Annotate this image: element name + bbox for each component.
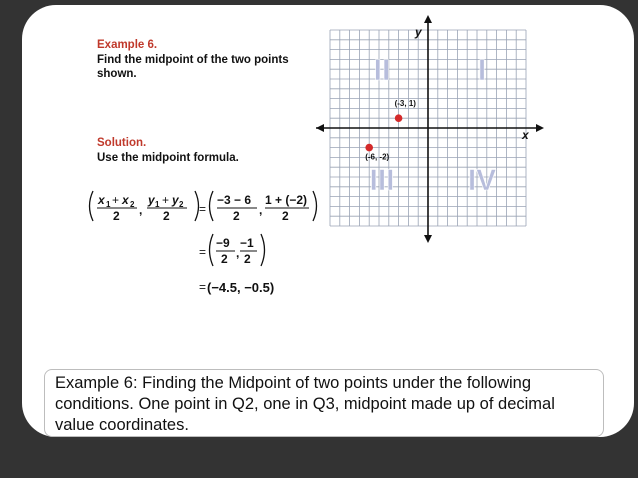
denominator: 2	[163, 209, 170, 223]
quadrant-iii-label: III	[369, 164, 395, 197]
x-axis-right-arrow	[536, 124, 544, 132]
x2-subscript: 2	[130, 200, 135, 209]
point-marker	[365, 144, 373, 152]
paren-right	[261, 234, 265, 266]
numerator-y: 1 + (−2)	[265, 193, 308, 207]
y1-subscript: 1	[155, 200, 160, 209]
paren-left	[90, 191, 94, 221]
plus-sign: +	[162, 193, 170, 207]
denominator: 2	[282, 209, 289, 223]
quadrant-ii-label: II	[373, 54, 391, 87]
denominator: 2	[233, 209, 240, 223]
plus-sign: +	[112, 193, 120, 207]
quadrant-iv-label: IV	[467, 164, 497, 197]
example-title: Example 6.	[97, 39, 158, 51]
equals-sign: =	[199, 280, 207, 294]
solution-text: Use the midpoint formula.	[97, 152, 239, 164]
coordinate-plane	[310, 15, 550, 245]
y-axis-up-arrow	[424, 15, 432, 23]
y1-symbol: y	[148, 193, 155, 207]
numerator-x: −9	[216, 236, 230, 250]
point-label: (-6, -2)	[365, 152, 390, 162]
numerator-x: −3 − 6	[217, 193, 252, 207]
y2-subscript: 2	[179, 200, 184, 209]
caption-box: Example 6: Finding the Midpoint of two points under the following conditions. One point in Q2, one in Q3, midpoint made up of decimal value coordinates.	[44, 369, 604, 437]
y-axis-down-arrow	[424, 235, 432, 243]
equals-sign: =	[199, 202, 207, 216]
paren-right	[195, 191, 199, 221]
numerator-y: −1	[240, 236, 254, 250]
comma: ,	[236, 246, 240, 260]
result: (−4.5, −0.5)	[207, 280, 275, 295]
denominator: 2	[221, 252, 228, 266]
quadrant-i-label: I	[477, 54, 487, 87]
x1-symbol: x	[98, 193, 105, 207]
x-axis-label: x	[522, 128, 529, 142]
y-axis-label: y	[415, 25, 422, 39]
example-text: Find the midpoint of the two points shown.	[97, 54, 289, 80]
comma: ,	[259, 203, 263, 217]
denominator: 2	[244, 252, 251, 266]
paren-left	[210, 191, 214, 221]
point-marker	[395, 114, 403, 122]
point-label: (-3, 1)	[394, 99, 416, 109]
y2-symbol: y	[172, 193, 179, 207]
equals-sign: =	[199, 245, 207, 259]
denominator: 2	[113, 209, 120, 223]
comma: ,	[139, 203, 143, 217]
midpoint-formula	[85, 190, 325, 302]
x1-subscript: 1	[106, 200, 111, 209]
paren-left	[210, 234, 214, 266]
x-axis-left-arrow	[316, 124, 324, 132]
solution-title: Solution.	[97, 137, 147, 149]
x2-symbol: x	[122, 193, 129, 207]
